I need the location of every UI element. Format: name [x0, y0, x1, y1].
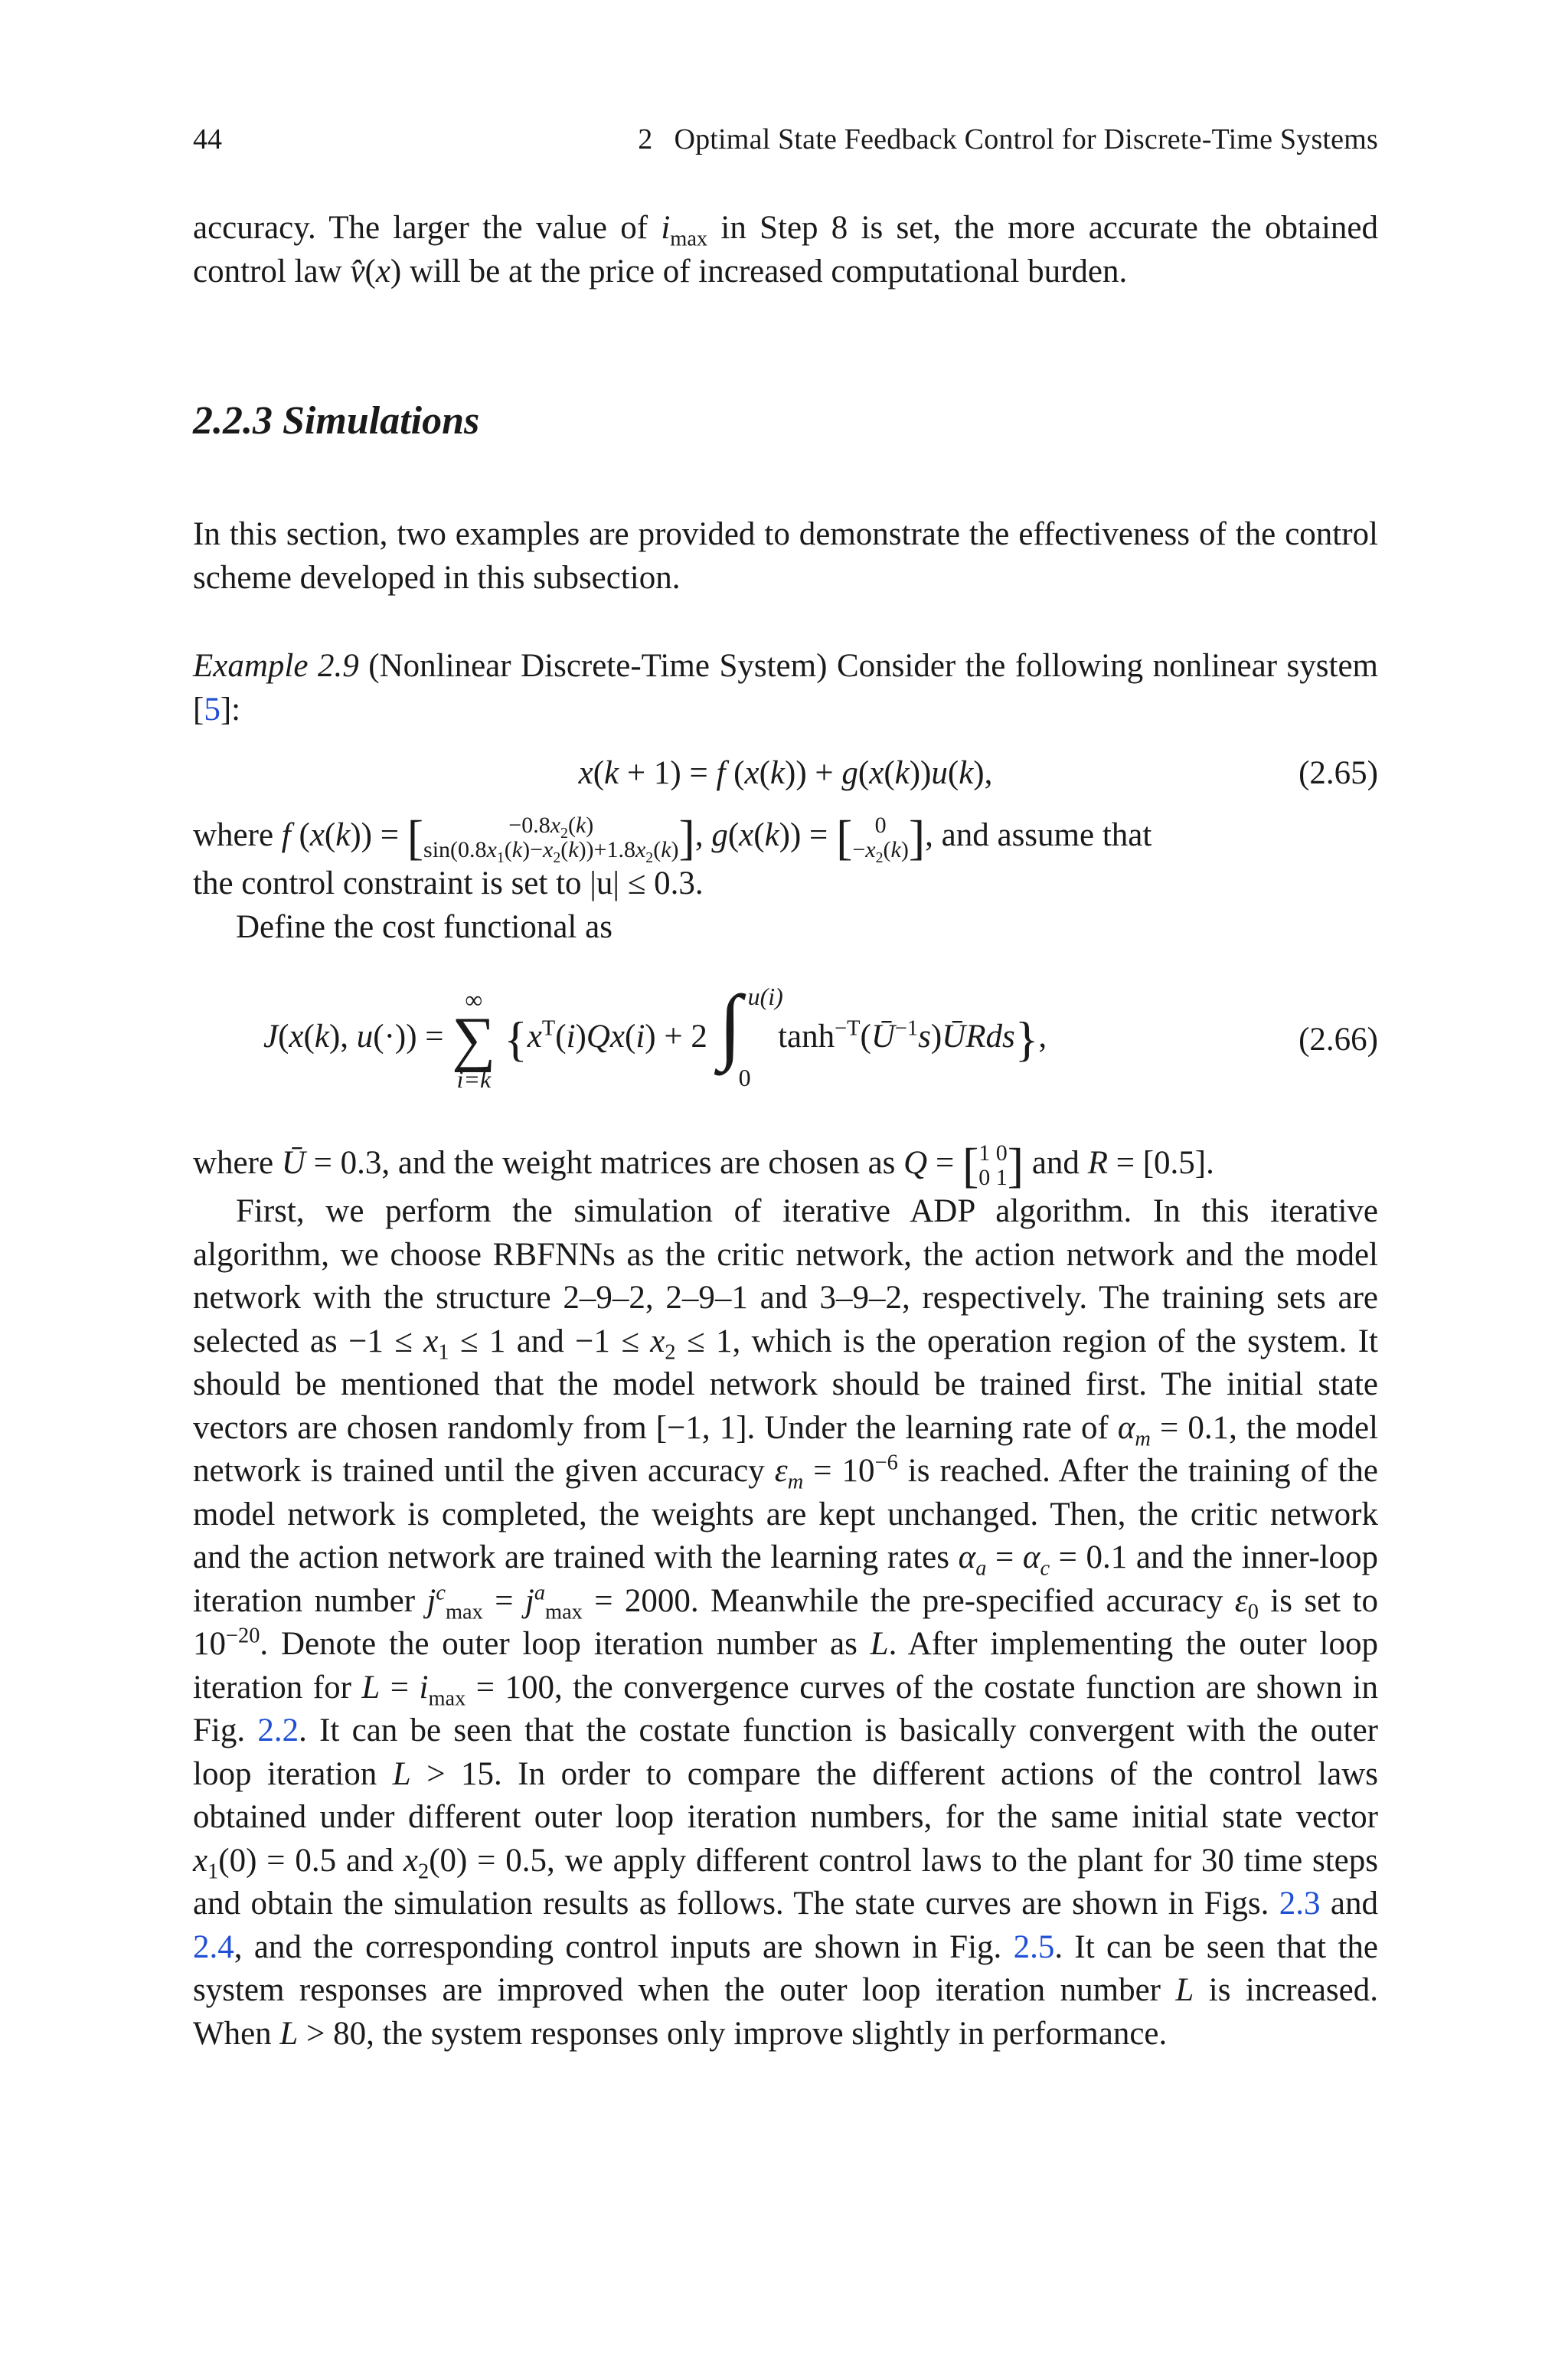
running-header [193, 123, 1378, 161]
equation-number: (2.65) [1298, 755, 1378, 791]
example-paragraph: Example 2.9 (Nonlinear Discrete-Time System) Consider the following nonlinear system [5]: [193, 648, 1379, 728]
figure-link-2-2[interactable]: 2.2 [257, 1712, 299, 1748]
figure-link-2-3[interactable]: 2.3 [1279, 1886, 1321, 1922]
page-number: 44 [193, 123, 222, 155]
equation-2-66: J(x(k), u(·)) = ∞ ∑ i=k {$x^T(i)Qx(i) + 2$ ∫ u(i) 0 $\tanh^{-T}(Ū^{-1}s)ŪRds$}, (2.66) [263, 978, 1378, 1093]
section-heading: 2.2.3 Simulations [193, 399, 480, 443]
figure-link-2-4[interactable]: 2.4 [193, 1928, 234, 1965]
chapter-title: 2 Optimal State Feedback Control for Discrete-Time Systems [638, 123, 1378, 155]
section-intro-paragraph: In this section, two examples are provided to demonstrate the effectiveness of the control scheme developed in this subsection. [193, 516, 1378, 596]
intro-paragraph: accuracy. The larger the value of $i_{max}$ in Step 8 is set, the more accurate the obtained control law v̂(x) will be at the price of increased computational burden. [193, 210, 1379, 289]
where-paragraph: where f (x(k)) = [ $-0.8x_2(k)$ $\sin(0.8x_1(k)-x_2(k))+1.8x_2(k)$], g(x(k)) = [ 0 $-x_2(k)$], and assume that the control constraint is set to |u| ≤ 0.3. Define the cost functional as [193, 810, 1152, 945]
citation-link[interactable]: 5 [204, 691, 220, 728]
main-paragraph: where Ū = 0.3, and the weight matrices are chosen as Q = [1 0 0 1] and R = [0.5]. First, we perform the simulation of iterative ADP algorithm. In this iterative algorithm, we choose RBFNNs as the critic network, the action network and the model network with the structure 2–9–2, 2–9–1 and 3–9–2, respectively. The training sets are selected as $-1 \le x_1 \le 1$ and $-1 \le x_2 \le 1$, which is the operation region of the system. It should be mentioned that the model network should be trained first. The initial state vectors are chosen randomly from [−1, 1]. Under the learning rate of $\alpha_m = 0.1$, the model network is trained until the given accuracy $\varepsilon_m = 10^{-6}$ is reached. After the training of the model network is completed, the weights are kept unchanged. Then, the critic network and the action network are trained with the learning rates $\alpha_a = \alpha_c = 0.1$ and the inner-loop iteration number $j^c_{max} = j^a_{max} = 2000$. Meanwhile the pre-specified accuracy $\varepsilon_0$ is set to $10^{-20}$. Denote the outer loop iteration number as L. After implementing the outer loop iteration for $L = i_{max} = 100$, the convergence curves of the costate function are shown in Fig. 2.2. It can be seen that the costate function is basically convergent with the outer loop iteration L > 15. In order to compare the different actions of the control laws obtained under different outer loop iteration numbers, for the same initial state vector $x_1(0) = 0.5$ and $x_2(0) = 0.5$, we apply different control laws to the plant for 30 time steps and obtain the simulation results as follows. The state curves are shown in Figs. 2.3 and 2.4, and the corresponding control inputs are shown in Fig. 2.5. It can be seen that the system responses are improved when the outer loop iteration number L is increased. When L > 80, the system responses only improve slightly in performance. [193, 1137, 1379, 2052]
equation-number: (2.66) [1298, 1022, 1378, 1058]
figure-link-2-5[interactable]: 2.5 [1013, 1928, 1055, 1965]
equation-2-65: x(k + 1) = f (x(k)) + g(x(k))u(k), (2.65) [578, 755, 1378, 791]
